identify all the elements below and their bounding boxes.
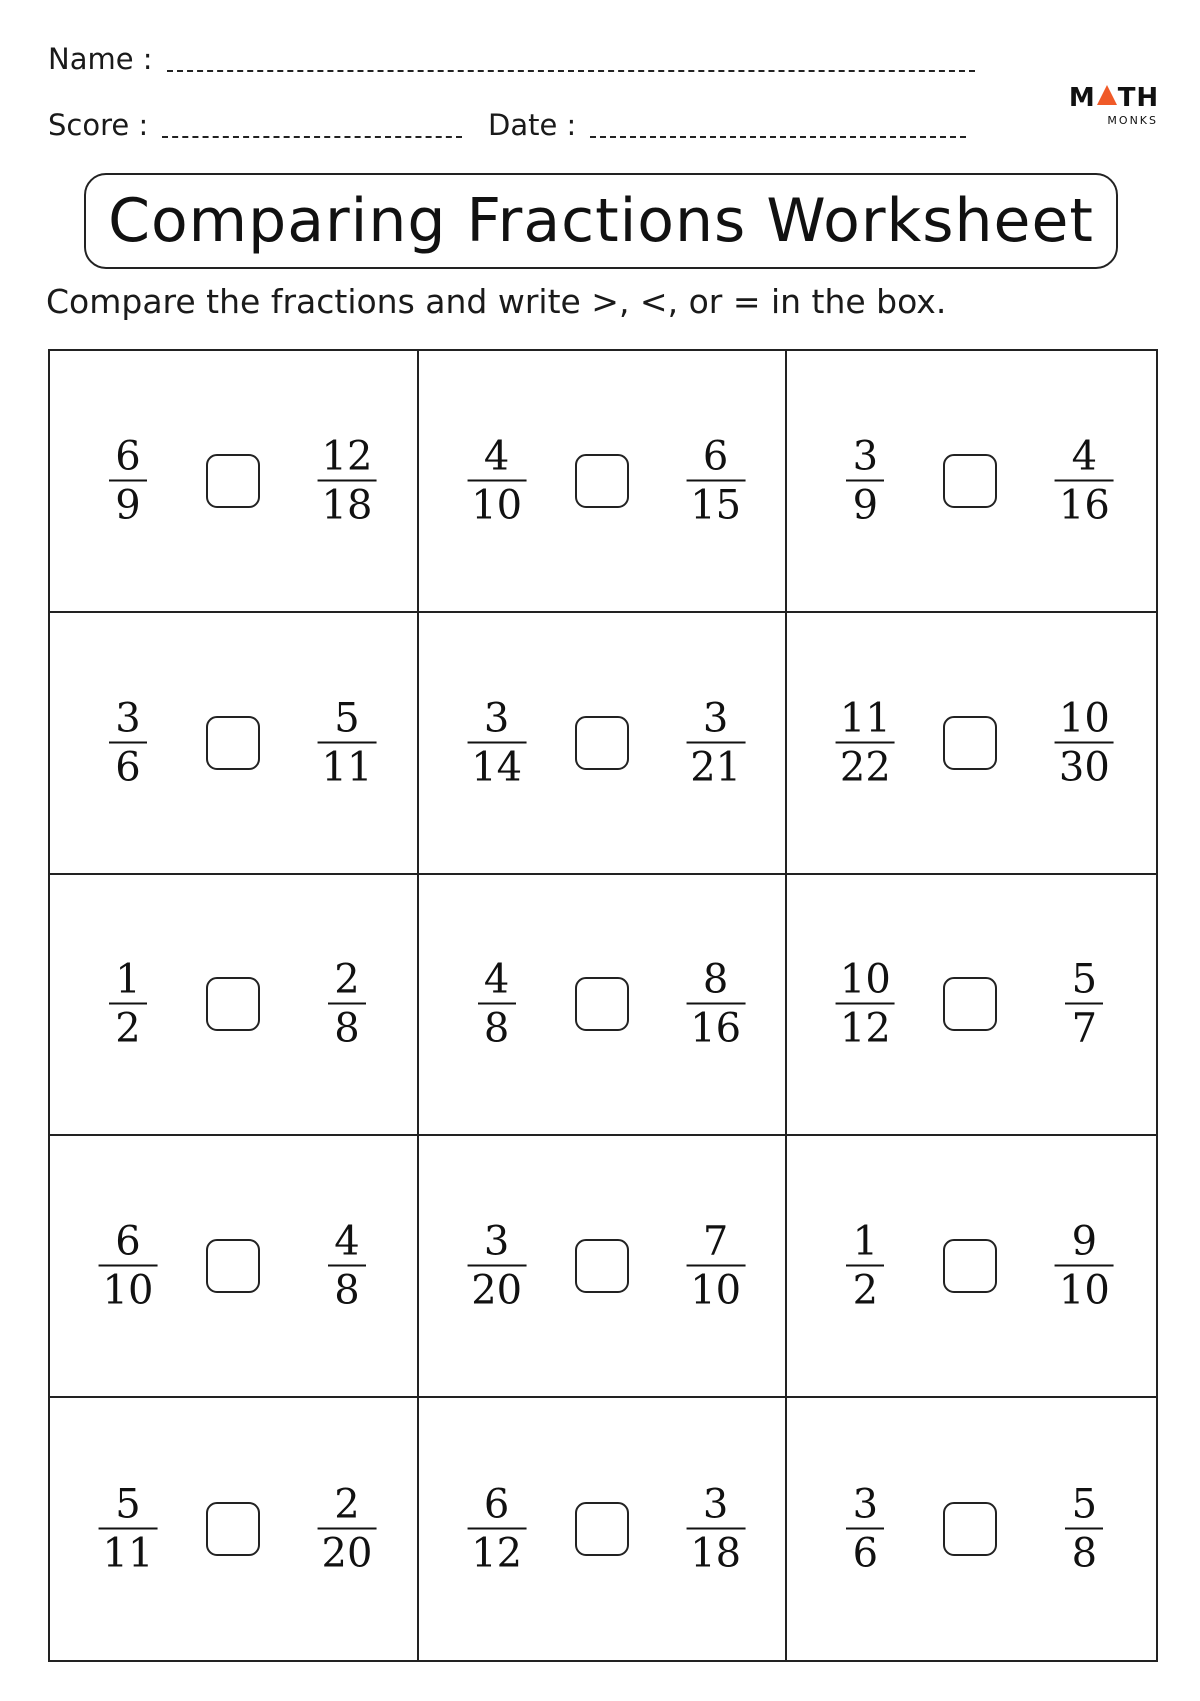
problem-cell — [787, 351, 1156, 613]
denominator: 10 — [690, 1267, 742, 1314]
denominator: 7 — [1071, 1005, 1098, 1052]
fraction-bar — [467, 1528, 526, 1530]
right-fraction — [686, 958, 745, 1051]
date-label: Date : — [488, 108, 577, 142]
numerator: 6 — [115, 1218, 141, 1265]
score-label: Score : — [48, 108, 149, 142]
name-input-line[interactable] — [167, 70, 975, 72]
left-fraction — [467, 434, 526, 527]
fraction-bar — [846, 479, 884, 481]
numerator: 7 — [702, 1218, 729, 1265]
right-fraction — [1065, 958, 1103, 1051]
left-fraction — [467, 696, 526, 789]
fraction-bar — [478, 1003, 516, 1005]
denominator: 20 — [321, 1530, 373, 1577]
answer-box[interactable] — [943, 977, 997, 1031]
score-field — [48, 108, 462, 142]
fraction-bar — [328, 1265, 366, 1267]
denominator: 8 — [334, 1005, 360, 1052]
right-fraction — [318, 434, 377, 527]
fraction-bar — [836, 1003, 895, 1005]
right-fraction — [1065, 1483, 1103, 1576]
denominator: 21 — [690, 744, 742, 791]
score-input-line[interactable] — [162, 136, 462, 138]
numerator: 1 — [115, 956, 141, 1003]
numerator: 3 — [115, 695, 141, 742]
problem-cell — [50, 351, 419, 613]
answer-box[interactable] — [943, 1239, 997, 1293]
answer-box[interactable] — [575, 977, 629, 1031]
fraction-bar — [318, 479, 377, 481]
numerator: 10 — [839, 956, 891, 1003]
numerator: 9 — [1071, 1218, 1098, 1265]
right-fraction — [1055, 696, 1114, 789]
problem-cell — [787, 1398, 1156, 1660]
fraction-bar — [1055, 741, 1114, 743]
problem-grid — [48, 349, 1158, 1662]
left-fraction — [467, 1220, 526, 1313]
answer-box[interactable] — [206, 1239, 260, 1293]
fraction-bar — [846, 1265, 884, 1267]
logo-wordmark: M TH — [1068, 83, 1160, 113]
answer-box[interactable] — [575, 716, 629, 770]
answer-box[interactable] — [575, 1239, 629, 1293]
name-label: Name : — [48, 42, 153, 76]
denominator: 2 — [115, 1005, 141, 1052]
denominator: 10 — [102, 1267, 154, 1314]
left-fraction — [109, 958, 147, 1051]
denominator: 10 — [471, 482, 523, 529]
numerator: 3 — [852, 433, 879, 480]
problem-cell — [50, 1398, 419, 1660]
fraction-bar — [467, 741, 526, 743]
numerator: 4 — [334, 1218, 360, 1265]
fraction-bar — [686, 1003, 745, 1005]
denominator: 6 — [115, 744, 141, 791]
left-fraction — [109, 696, 147, 789]
problem-cell — [419, 1136, 788, 1398]
problem-cell — [787, 613, 1156, 875]
numerator: 6 — [115, 433, 141, 480]
math-monks-logo — [1066, 84, 1162, 134]
denominator: 20 — [471, 1267, 523, 1314]
answer-box[interactable] — [943, 454, 997, 508]
problem-cell — [50, 875, 419, 1137]
numerator: 4 — [1071, 433, 1098, 480]
answer-box[interactable] — [206, 977, 260, 1031]
left-fraction — [99, 1483, 158, 1576]
answer-box[interactable] — [206, 716, 260, 770]
numerator: 3 — [702, 695, 729, 742]
left-fraction — [467, 1483, 526, 1576]
answer-box[interactable] — [575, 1502, 629, 1556]
numerator: 6 — [483, 1481, 510, 1528]
numerator: 2 — [334, 956, 360, 1003]
denominator: 16 — [1058, 482, 1110, 529]
fraction-bar — [1065, 1003, 1103, 1005]
triangle-icon — [1097, 85, 1117, 105]
numerator: 3 — [702, 1481, 729, 1528]
left-fraction — [846, 1220, 884, 1313]
right-fraction — [686, 696, 745, 789]
answer-box[interactable] — [943, 1502, 997, 1556]
denominator: 8 — [483, 1005, 510, 1052]
answer-box[interactable] — [206, 454, 260, 508]
fraction-bar — [467, 1265, 526, 1267]
denominator: 10 — [1058, 1267, 1110, 1314]
problem-cell — [50, 1136, 419, 1398]
logo-subtext: MONKS — [1107, 114, 1158, 127]
worksheet-title-box — [84, 173, 1118, 269]
right-fraction — [318, 696, 377, 789]
answer-box[interactable] — [943, 716, 997, 770]
numerator: 4 — [483, 433, 510, 480]
numerator: 5 — [1071, 956, 1098, 1003]
fraction-bar — [109, 741, 147, 743]
answer-box[interactable] — [206, 1502, 260, 1556]
denominator: 8 — [334, 1267, 360, 1314]
fraction-bar — [686, 741, 745, 743]
problem-cell — [50, 613, 419, 875]
fraction-bar — [846, 1528, 884, 1530]
right-fraction — [328, 1220, 366, 1313]
right-fraction — [318, 1483, 377, 1576]
denominator: 11 — [102, 1530, 154, 1577]
numerator: 1 — [852, 1218, 879, 1265]
fraction-bar — [686, 1528, 745, 1530]
denominator: 22 — [839, 744, 891, 791]
denominator: 15 — [690, 482, 742, 529]
denominator: 18 — [690, 1530, 742, 1577]
instructions: Compare the fractions and write >, <, or = in the box. — [46, 282, 947, 321]
numerator: 4 — [483, 956, 510, 1003]
denominator: 14 — [471, 744, 523, 791]
numerator: 5 — [1071, 1481, 1098, 1528]
left-fraction — [478, 958, 516, 1051]
fraction-bar — [467, 479, 526, 481]
right-fraction — [686, 1483, 745, 1576]
denominator: 8 — [1071, 1530, 1098, 1577]
fraction-bar — [318, 1528, 377, 1530]
numerator: 11 — [839, 695, 891, 742]
fraction-bar — [1055, 1265, 1114, 1267]
left-fraction — [836, 958, 895, 1051]
date-field — [488, 108, 966, 142]
fraction-bar — [836, 741, 895, 743]
left-fraction — [846, 434, 884, 527]
right-fraction — [686, 1220, 745, 1313]
worksheet-title: Comparing Fractions Worksheet — [108, 186, 1094, 256]
numerator: 3 — [852, 1481, 879, 1528]
numerator: 3 — [483, 695, 510, 742]
numerator: 6 — [702, 433, 729, 480]
fraction-bar — [109, 1003, 147, 1005]
numerator: 8 — [702, 956, 729, 1003]
numerator: 5 — [115, 1481, 141, 1528]
denominator: 11 — [321, 744, 373, 791]
numerator: 3 — [483, 1218, 510, 1265]
fraction-bar — [686, 1265, 745, 1267]
name-field — [48, 42, 975, 76]
denominator: 2 — [852, 1267, 879, 1314]
right-fraction — [328, 958, 366, 1051]
left-fraction — [99, 1220, 158, 1313]
problem-cell — [787, 1136, 1156, 1398]
fraction-bar — [686, 479, 745, 481]
right-fraction — [1055, 434, 1114, 527]
fraction-bar — [1065, 1528, 1103, 1530]
problem-cell — [419, 351, 788, 613]
denominator: 6 — [852, 1530, 879, 1577]
fraction-bar — [109, 479, 147, 481]
numerator: 5 — [334, 695, 360, 742]
left-fraction — [109, 434, 147, 527]
denominator: 12 — [471, 1530, 523, 1577]
numerator: 10 — [1058, 695, 1110, 742]
fraction-bar — [99, 1528, 158, 1530]
problem-cell — [419, 875, 788, 1137]
denominator: 30 — [1058, 744, 1110, 791]
fraction-bar — [99, 1265, 158, 1267]
fraction-bar — [318, 741, 377, 743]
problem-cell — [787, 875, 1156, 1137]
denominator: 12 — [839, 1005, 891, 1052]
denominator: 16 — [690, 1005, 742, 1052]
right-fraction — [686, 434, 745, 527]
date-input-line[interactable] — [590, 136, 966, 138]
right-fraction — [1055, 1220, 1114, 1313]
problem-cell — [419, 613, 788, 875]
denominator: 9 — [852, 482, 879, 529]
denominator: 9 — [115, 482, 141, 529]
fraction-bar — [328, 1003, 366, 1005]
left-fraction — [846, 1483, 884, 1576]
answer-box[interactable] — [575, 454, 629, 508]
fraction-bar — [1055, 479, 1114, 481]
left-fraction — [836, 696, 895, 789]
problem-cell — [419, 1398, 788, 1660]
denominator: 18 — [321, 482, 373, 529]
numerator: 2 — [334, 1481, 360, 1528]
numerator: 12 — [321, 433, 373, 480]
